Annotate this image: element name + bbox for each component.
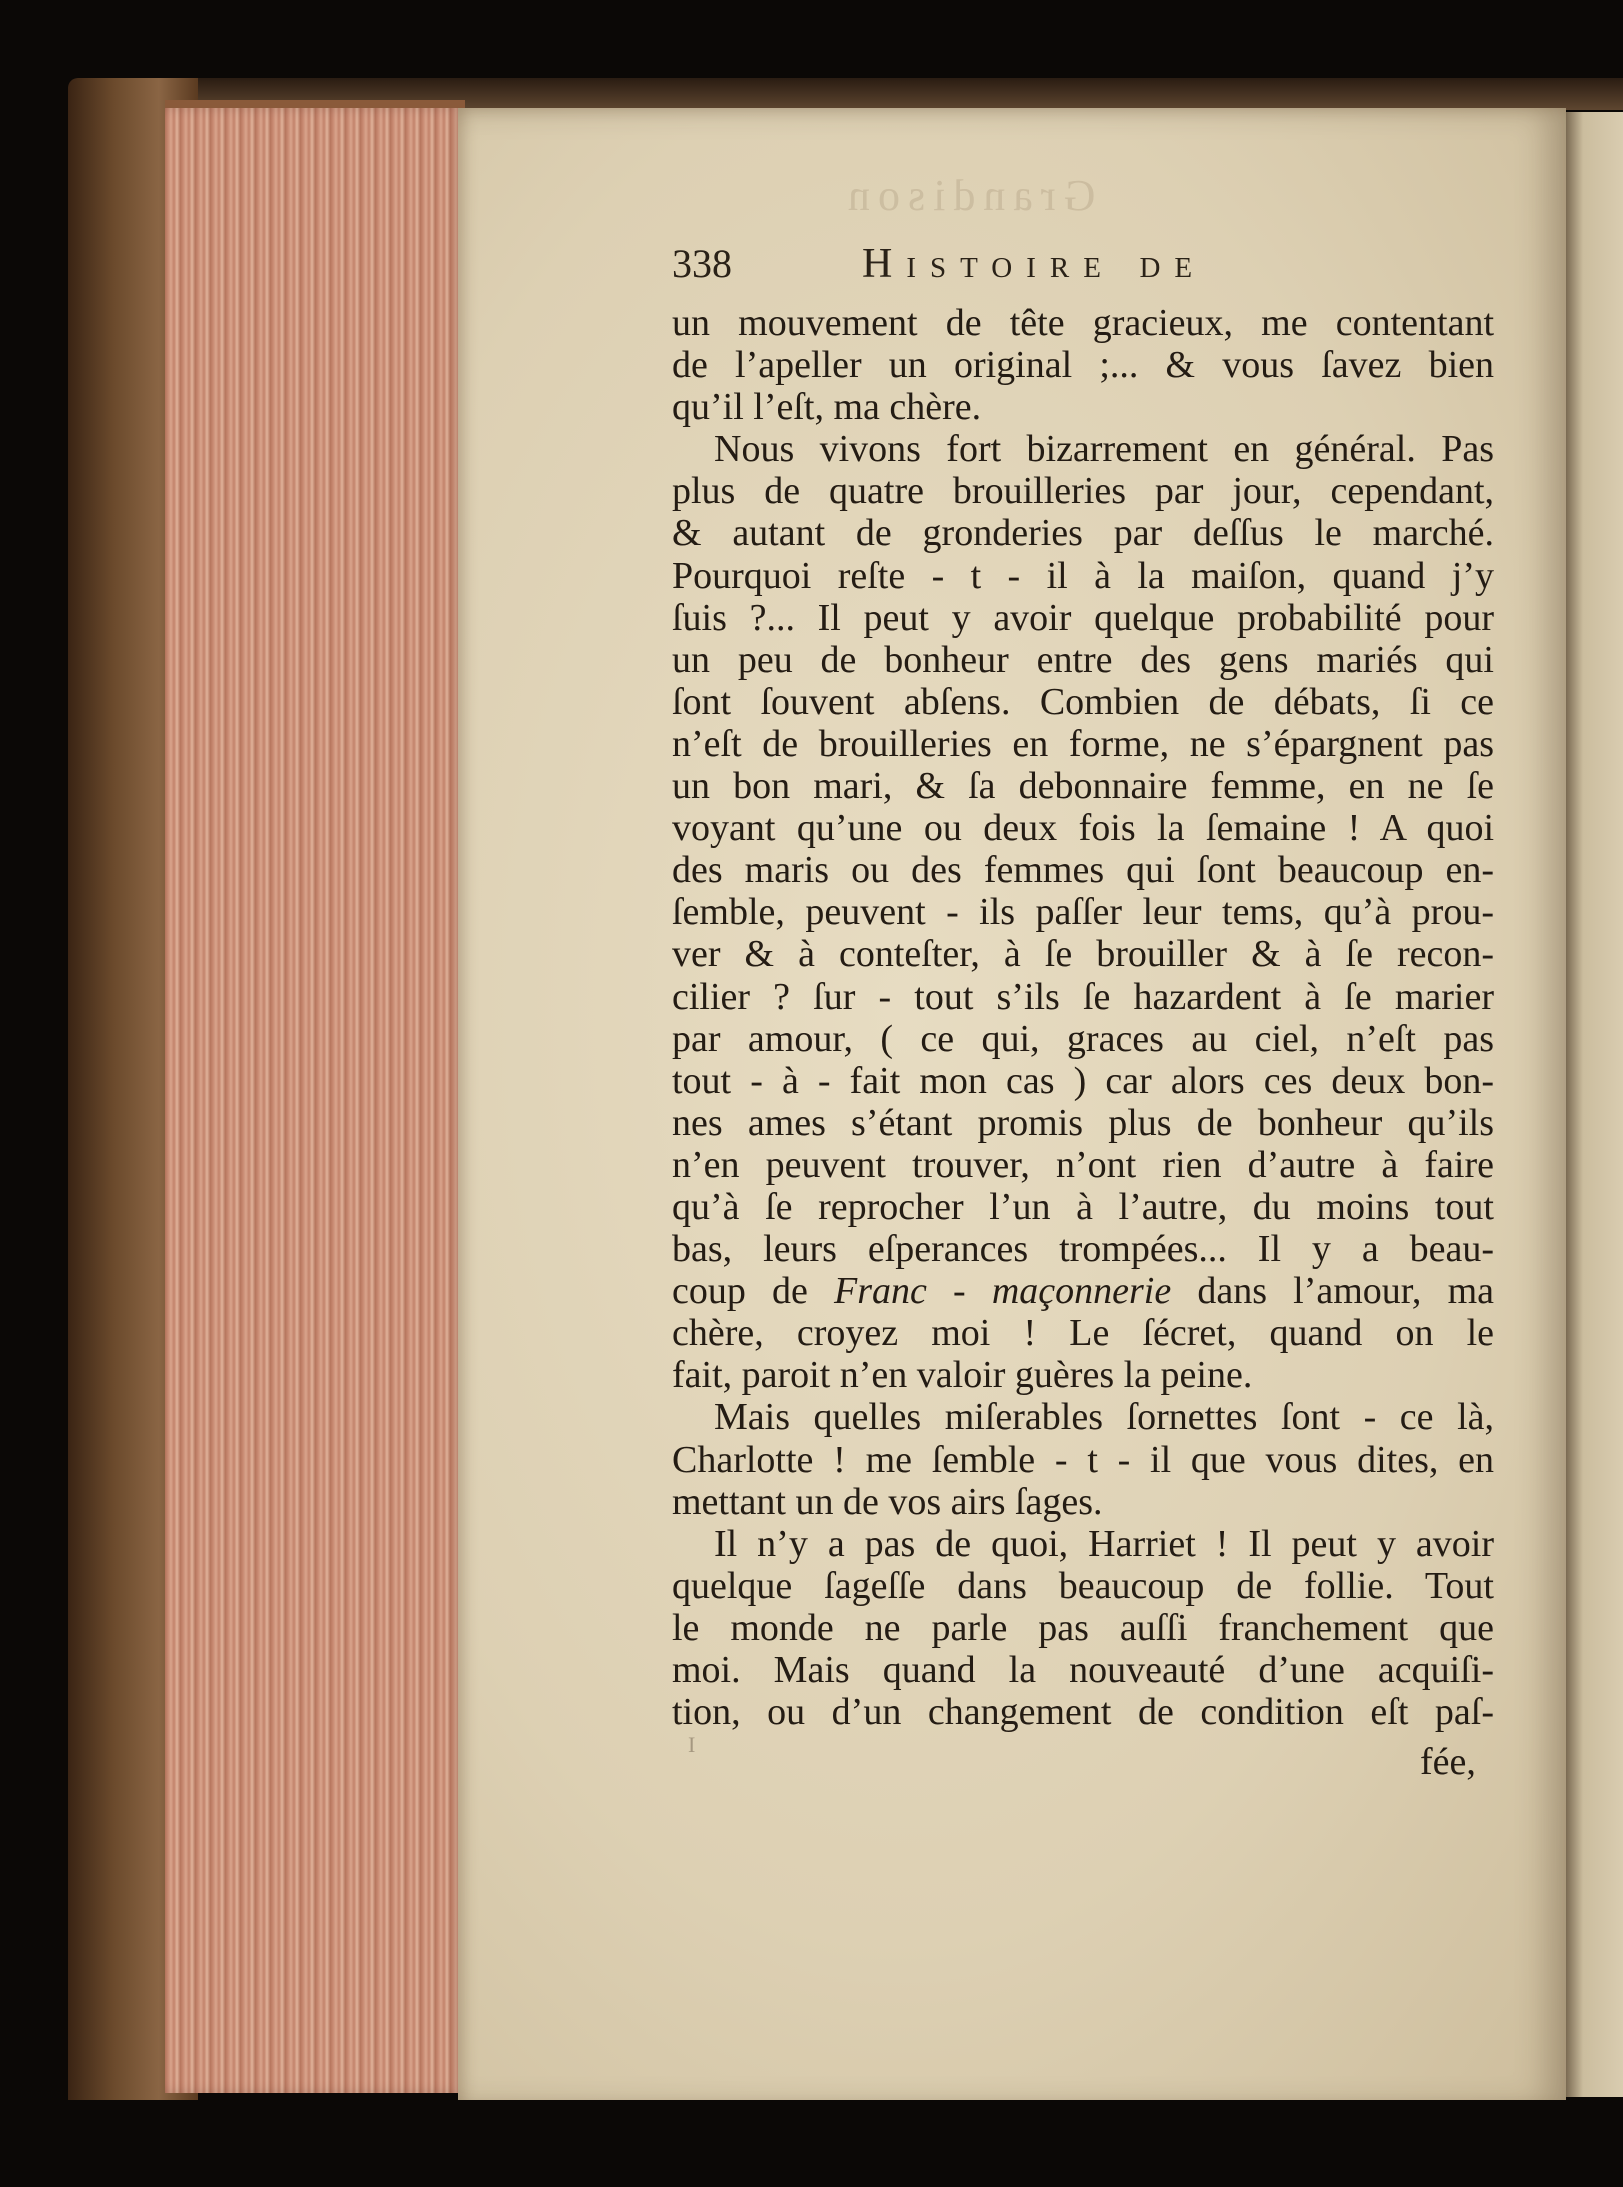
text-line: plus de quatre brouilleries par jour, cependant, [672,470,1494,513]
text-line: quelque ſageſſe dans beaucoup de follie. Tout [672,1564,1494,1607]
text-line: moi. Mais quand la nouveauté d’une acquiſi- [672,1649,1494,1691]
text-line: n’en peuvent trouver, n’ont rien d’autre à faire [672,1143,1494,1186]
body-text [672,302,1494,1733]
text-line: fait, paroit n’en valoir guères la peine. [672,1354,1253,1397]
page-number: 338 [672,241,732,286]
running-head [672,240,1452,290]
text-line: coup de Franc - maçonnerie dans l’amour, ma [672,1270,1494,1313]
text-line: cilier ? ſur - tout s’ils ſe hazardent à ſe marier [672,975,1494,1018]
text-line: par amour, ( ce qui, graces au ciel, n’eſt pas [672,1017,1494,1060]
text-line: Mais quelles miſerables ſornettes ſont - ce là, [714,1396,1494,1439]
text-line: ver & à conteſter, à ſe brouiller & à ſe recon- [672,933,1494,976]
page-fore-edges [165,108,465,2093]
text-line: ſemble, peuvent - ils paſſer leur tems, qu’à prou- [672,891,1494,934]
text-line: des maris ou des femmes qui ſont beaucoup en- [672,849,1494,892]
text-line: qu’il l’eſt, ma chère. [672,386,982,429]
text-line: un bon mari, & ſa debonnaire femme, en ne ſe [672,765,1494,808]
text-line: tion, ou d’un changement de condition eſt paſ- [672,1691,1494,1734]
facing-leaf [1566,112,1623,2097]
catchword: fée, [1420,1741,1476,1783]
running-title: Histoire de [862,241,1207,287]
text-line: ſuis ?... Il peut y avoir quelque probabilité pour [672,596,1494,639]
text-line: & autant de gronderies par deſſus le marché. [672,512,1494,555]
signature-mark: I [688,1732,696,1757]
text-line: nes ames s’étant promis plus de bonheur qu’ils [672,1101,1494,1144]
italic-phrase: Franc - maçonnerie [834,1270,1172,1313]
text-line: tout - à - fait mon cas ) car alors ces deux bon- [672,1059,1494,1102]
text-line: un mouvement de tête gracieux, me contentant [672,302,1494,344]
text-line: Il n’y a pas de quoi, Harriet ! Il peut y avoir [714,1522,1494,1565]
text-line: le monde ne parle pas auſſi franchement que [672,1606,1494,1649]
text-line: voyant qu’une ou deux fois la ſemaine ! A quoi [672,807,1494,850]
text-line: mettant un de vos airs ſages. [672,1480,1103,1523]
text-line: ſont ſouvent abſens. Combien de débats, ſi ce [672,680,1494,723]
bleed-through-text: Grandison [840,171,1096,220]
text-line: un peu de bonheur entre des gens mariés qui [672,638,1494,681]
text-line: bas, leurs eſperances trompées... Il y a beau- [672,1228,1494,1271]
text-line: de l’apeller un original ;... & vous ſavez bien [672,344,1494,387]
background-bottom [60,2100,1623,2187]
text-line: qu’à ſe reprocher l’un à l’autre, du moins tout [672,1185,1494,1228]
text-line: n’eſt de brouilleries en forme, ne s’épargnent pas [672,722,1494,765]
text-line: Charlotte ! me ſemble - t - il que vous dites, en [672,1438,1494,1481]
text-line: chère, croyez moi ! Le ſécret, quand on le [672,1312,1494,1355]
text-line: Nous vivons fort bizarrement en général. Pas [714,428,1494,471]
text-line: Pourquoi reſte - t - il à la maiſon, quand j’y [672,554,1494,597]
